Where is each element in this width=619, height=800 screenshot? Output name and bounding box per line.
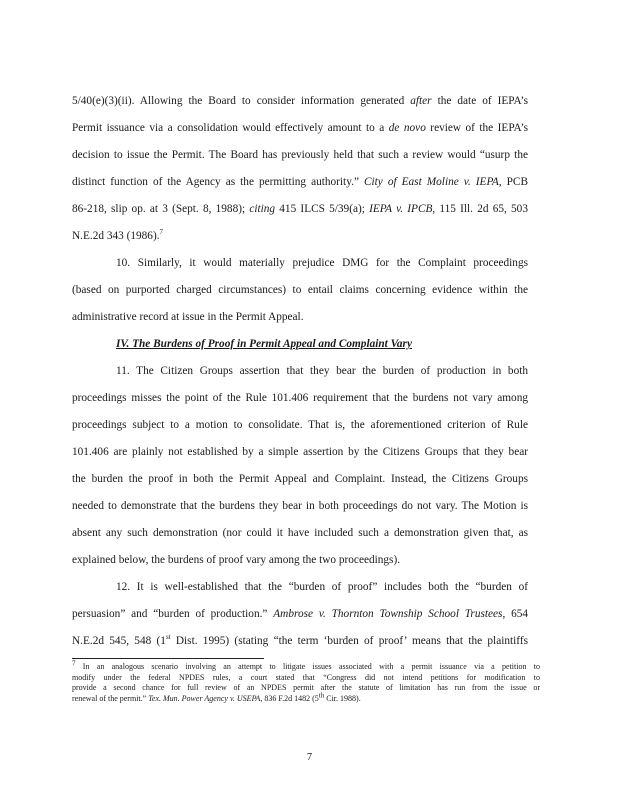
text-line: 10. Similarly, it would materially prejudice DMG for the Complaint proceedings [116,257,528,269]
text-line: proceedings subject to a motion to consolidate. That is, the aforementioned criterion of Rule [72,419,528,431]
ordinal-suffix: st [165,633,171,642]
text-line: (based on purported charged circumstances) to entail claims concerning evidence within the [72,284,528,296]
text-line: 11. The Citizen Groups assertion that they bear the burden of production in both [116,365,528,377]
text-line: proceedings misses the point of the Rule 101.406 requirement that the burdens not vary among [72,392,528,404]
text-line: the burden the proof in both the Permit Appeal and Complaint. Instead, the Citizens Groups [72,473,528,485]
case-citation: Tex. Mun. Power Agency v. USEPA [148,693,261,703]
footnote-divider [72,658,264,659]
footnote-line [72,690,540,705]
text-line: 101.406 are plainly not established by a simple assertion by the Citizens Groups that they bear [72,446,528,458]
text-line [72,601,528,628]
paragraph-11 [72,358,528,574]
text-run: persuasion” and “burden of production.” [72,608,274,620]
text-run: , 654 [502,608,529,620]
case-citation: IEPA v. IPCB [369,203,433,215]
text-line [72,169,528,196]
footnote [72,659,540,704]
text-line [72,88,528,115]
footnote-line: provide a second chance for full review of an NPDES permit after the statute of limitation has run from the issue or [72,683,540,692]
text-run: review of the IEPA’s [425,122,528,134]
text-line [72,223,528,250]
paragraph-10 [72,250,528,331]
text-run: N.E.2d 343 (1986). [72,230,160,242]
text-run: Dist. 1995) (stating “the term ‘burden of proof’ means that the plaintiffs [170,635,528,647]
footnote-line [72,659,540,673]
paragraph-12 [72,574,528,655]
text-run: 415 ILCS 5/39(a); [275,203,370,215]
ordinal-suffix: th [318,690,325,699]
text-line: absent any such demonstration (nor could it have included such a demonstration given that, as [72,527,528,539]
text-run: , PCB [498,176,528,188]
text-line: administrative record at issue in the Permit Appeal. [72,311,304,323]
section-heading: IV. The Burdens of Proof in Permit Appeal and Complaint Vary [116,338,412,350]
text-run: distinct function of the Agency as the permitting authority.” [72,176,364,188]
footnote-marker: 7 [72,659,76,668]
footnote-line: modify under the federal NPDES rules, a court stated that “Congress did not intend petitions for modification to [72,672,540,682]
text-line [72,115,528,142]
case-citation: Ambrose v. Thornton Township School Trustees [273,608,503,620]
text-line [72,628,528,655]
text-line: explained below, the burdens of proof vary among the two proceedings). [72,554,401,566]
text-run: Cir. 1988). [324,693,361,703]
footnote-reference: 7 [159,228,164,237]
text-line: decision to issue the Permit. The Board has previously held that such a review would “usurp the [72,149,528,161]
emphasis: de novo [388,122,426,134]
body-text [72,88,528,655]
case-citation: City of East Moline v. IEPA [363,176,499,188]
text-run: , 115 Ill. 2d 65, 503 [432,203,528,215]
text-run: , 836 F.2d 1482 (5 [260,693,319,703]
text-line: 12. It is well-established that the “burden of proof” includes both the “burden of [116,581,528,593]
emphasis: after [410,95,432,107]
paragraph-continued [72,88,528,250]
text-run: 86-218, slip op. at 3 (Sept. 8, 1988); [72,203,250,215]
text-run: 5/40(e)(3)(ii). Allowing the Board to consider information generated [72,95,411,107]
text-line [72,196,528,223]
text-run: Permit issuance via a consolidation would effectively amount to a [72,122,389,134]
signal-word: citing [249,203,276,215]
text-run: In an analogous scenario involving an attempt to litigate issues associated with a permit issuance via a petition to [75,662,540,671]
text-run: N.E.2d 545, 548 (1 [72,635,166,647]
text-run: renewal of the permit.” [72,693,149,703]
text-run: the date of IEPA’s [431,95,528,107]
page-number: 7 [306,752,313,763]
text-line: needed to demonstrate that the burdens they bear in both proceedings do not vary. The Motion is [72,500,528,512]
